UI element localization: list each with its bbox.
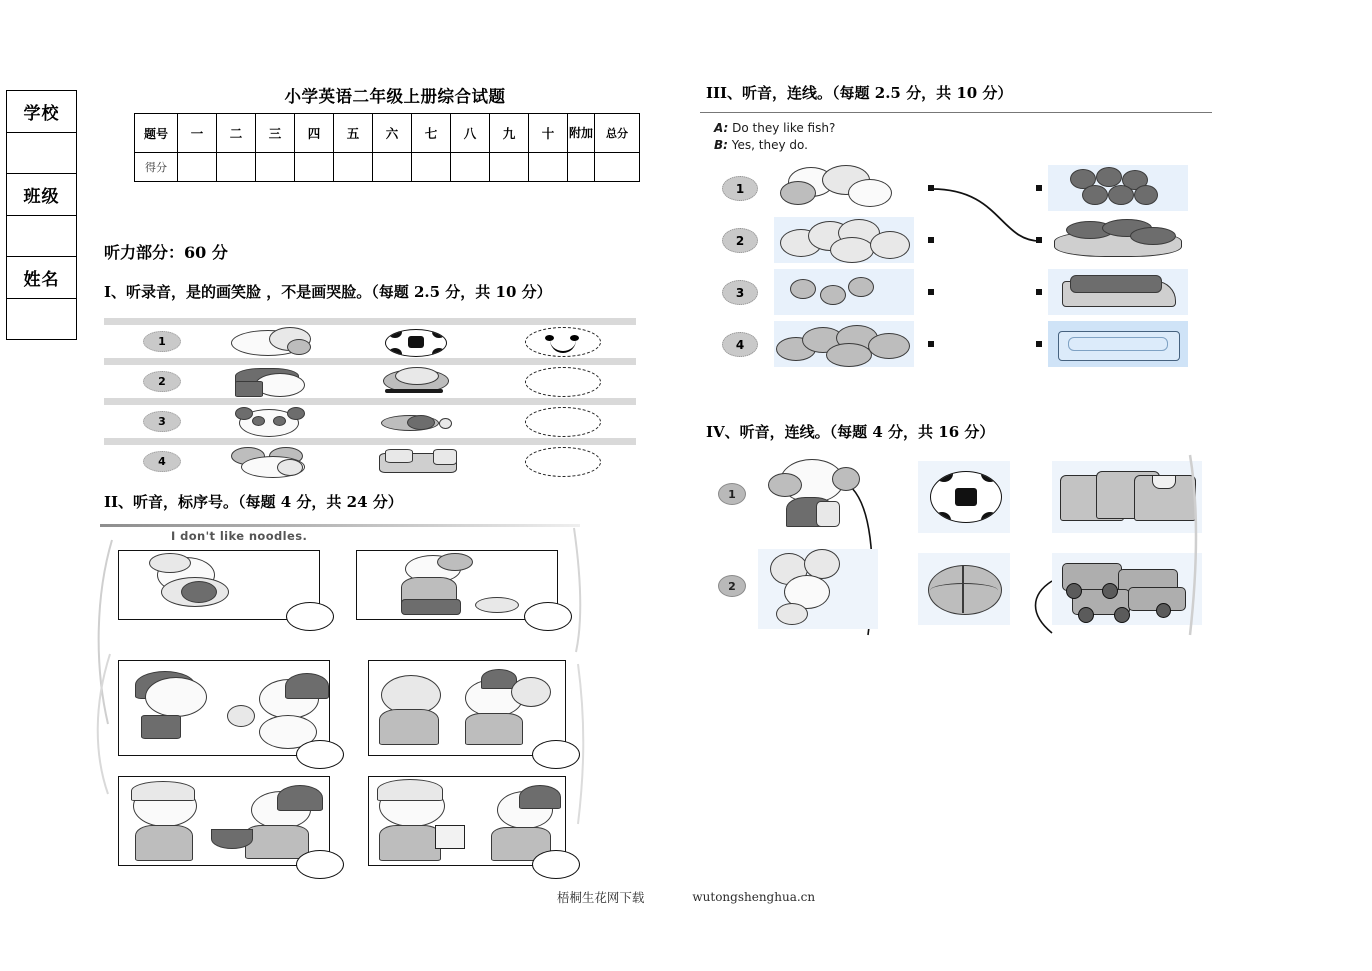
connector-dot-left[interactable]: [928, 185, 934, 191]
identity-row-name: 姓名: [7, 257, 76, 299]
matching-row-1: [700, 162, 1220, 214]
answer-oval-2[interactable]: [524, 602, 572, 631]
score-cell-4[interactable]: [295, 153, 334, 182]
toy-cars-icon: [1052, 553, 1202, 625]
answer-face-circle[interactable]: [525, 367, 601, 397]
smiley-mouth-icon: [550, 340, 576, 353]
answer-oval-5[interactable]: [296, 850, 344, 879]
chicks-icon: [774, 269, 914, 315]
score-cell-6[interactable]: [373, 153, 412, 182]
pigs-icon: [774, 217, 914, 263]
section-1-row: [104, 325, 636, 358]
hat-icon: [373, 367, 465, 397]
answer-oval-1[interactable]: [286, 602, 334, 631]
cat-icon: [225, 327, 329, 357]
bed-icon: [373, 447, 465, 477]
identity-row-school-blank[interactable]: [7, 133, 76, 174]
score-col-8: 八: [451, 114, 490, 153]
connector-dot-left[interactable]: [928, 341, 934, 347]
score-cell-8[interactable]: [451, 153, 490, 182]
basketball-icon: [918, 553, 1010, 625]
question-number-badge: 4: [722, 332, 758, 357]
answer-face-circle[interactable]: [525, 407, 601, 437]
question-number-badge: 3: [722, 280, 758, 305]
section-1-heading: I、听录音，是的画笑脸 ，不是画哭脸。（每题 2.5 分，共 10 分）: [104, 283, 552, 301]
panel-6[interactable]: [368, 776, 566, 866]
score-table: [134, 113, 640, 182]
mouse-with-balloons-icon: [758, 549, 878, 629]
score-row-label-points: 得分: [135, 153, 178, 182]
fish-icon: [373, 407, 465, 437]
section-2-exercise: [96, 524, 596, 869]
dialogue-speaker-a: A:: [714, 121, 729, 135]
question-number-badge: 2: [143, 371, 181, 392]
score-col-extra: 附加: [568, 114, 595, 153]
section-4-row-2: [700, 547, 1220, 633]
question-number-badge: 1: [718, 483, 746, 505]
scan-curl-artifact: [92, 534, 118, 864]
page-title: 小学英语二年级上册综合试题: [284, 87, 506, 106]
connector-dot-left[interactable]: [928, 289, 934, 295]
dialogue-line-a: [714, 120, 835, 137]
noodles-tray-icon: [1048, 269, 1188, 315]
answer-oval-6[interactable]: [532, 850, 580, 879]
matching-row-4: [700, 318, 1220, 370]
score-cell-9[interactable]: [490, 153, 529, 182]
divider-line: [700, 112, 1212, 113]
section-1-row: [104, 405, 636, 438]
row-separator-stripe: [104, 318, 636, 325]
question-number-badge: 1: [722, 176, 758, 201]
answer-face-circle[interactable]: [525, 447, 601, 477]
identity-row-school: 学校: [7, 91, 76, 133]
matching-row-3: [700, 266, 1220, 318]
identity-row-class: 班级: [7, 174, 76, 216]
score-col-6: 六: [373, 114, 412, 153]
water-tray-icon: [1048, 321, 1188, 367]
scan-edge-artifact: [566, 524, 596, 869]
score-col-10: 十: [529, 114, 568, 153]
panel-4[interactable]: [368, 660, 566, 756]
section-1-exercise: [104, 318, 636, 483]
connector-dot-right[interactable]: [1036, 185, 1042, 191]
answer-oval-3[interactable]: [296, 740, 344, 769]
section-3-exercise: [700, 112, 1220, 402]
score-col-1: 一: [178, 114, 217, 153]
dialogue-text-a: Do they like fish?: [732, 121, 836, 135]
table-row-header: [135, 114, 640, 153]
scan-edge-line: [100, 524, 580, 527]
section-2-heading: II、听音，标序号。（每题 4 分，共 24 分）: [104, 493, 403, 511]
soccer-ball-icon: [918, 461, 1010, 533]
footer-site-url: wutongshenghua.cn: [692, 890, 816, 904]
row-separator-stripe: [104, 438, 636, 445]
section-4-exercise: [700, 455, 1220, 635]
question-number-badge: 2: [718, 575, 746, 597]
dialogue-text-b: Yes, they do.: [731, 138, 808, 153]
identity-row-name-blank[interactable]: [7, 299, 76, 340]
dialogue-box: [714, 120, 835, 154]
answer-oval-4[interactable]: [532, 740, 580, 769]
score-col-4: 四: [295, 114, 334, 153]
identity-row-class-blank[interactable]: [7, 216, 76, 257]
section-4-heading: IV、听音，连线。（每题 4 分，共 16 分）: [706, 423, 995, 441]
score-cell-3[interactable]: [256, 153, 295, 182]
table-row-scores: [135, 153, 640, 182]
sheep-icon: [225, 447, 329, 477]
dialogue-line-b: [714, 137, 835, 154]
score-col-5: 五: [334, 114, 373, 153]
fish-plate-icon: [1048, 217, 1188, 263]
section-2-caption: I don't like noodles.: [171, 529, 308, 543]
score-cell-5[interactable]: [334, 153, 373, 182]
question-number-badge: 3: [143, 411, 181, 432]
score-col-2: 二: [217, 114, 256, 153]
connector-dot-right[interactable]: [1036, 237, 1042, 243]
dogs-icon: [774, 321, 914, 367]
listening-part-heading: 听力部分：60 分: [104, 243, 228, 262]
dialogue-speaker-b: B:: [714, 138, 728, 153]
connector-dot-right[interactable]: [1036, 341, 1042, 347]
elephant-icon: [758, 457, 878, 537]
section-1-row: [104, 445, 636, 478]
connector-dot-right[interactable]: [1036, 289, 1042, 295]
score-cell-7[interactable]: [412, 153, 451, 182]
footer: [0, 888, 1372, 906]
section-3-heading: III、听音，连线。（每题 2.5 分，共 10 分）: [706, 84, 1013, 102]
footer-site-name: 梧桐生花网下载: [556, 890, 645, 905]
score-col-3: 三: [256, 114, 295, 153]
panel-5[interactable]: [118, 776, 330, 866]
row-separator-stripe: [104, 398, 636, 405]
score-cell-1[interactable]: [178, 153, 217, 182]
score-cell-extra[interactable]: [568, 153, 595, 182]
answer-face-circle[interactable]: [525, 327, 601, 357]
section-4-row-1: [700, 455, 1220, 541]
connector-dot-left[interactable]: [928, 237, 934, 243]
question-number-badge: 1: [143, 331, 181, 352]
panel-3[interactable]: [118, 660, 330, 756]
score-cell-10[interactable]: [529, 153, 568, 182]
question-number-badge: 2: [722, 228, 758, 253]
soccer-ball-icon: [373, 327, 465, 357]
question-number-badge: 4: [143, 451, 181, 472]
score-col-9: 九: [490, 114, 529, 153]
score-cell-total[interactable]: [595, 153, 640, 182]
panda-face-icon: [225, 407, 329, 437]
student-identity-strip: [6, 90, 77, 340]
score-col-7: 七: [412, 114, 451, 153]
score-cell-2[interactable]: [217, 153, 256, 182]
score-col-total: 总分: [595, 114, 640, 153]
matching-row-2: [700, 214, 1220, 266]
apples-icon: [1048, 165, 1188, 211]
cats-icon: [774, 165, 914, 211]
section-1-row: [104, 365, 636, 398]
t-shirts-icon: [1052, 461, 1202, 533]
row-separator-stripe: [104, 358, 636, 365]
score-table-row-label: 题号: [135, 114, 178, 153]
boy-icon: [225, 367, 329, 397]
